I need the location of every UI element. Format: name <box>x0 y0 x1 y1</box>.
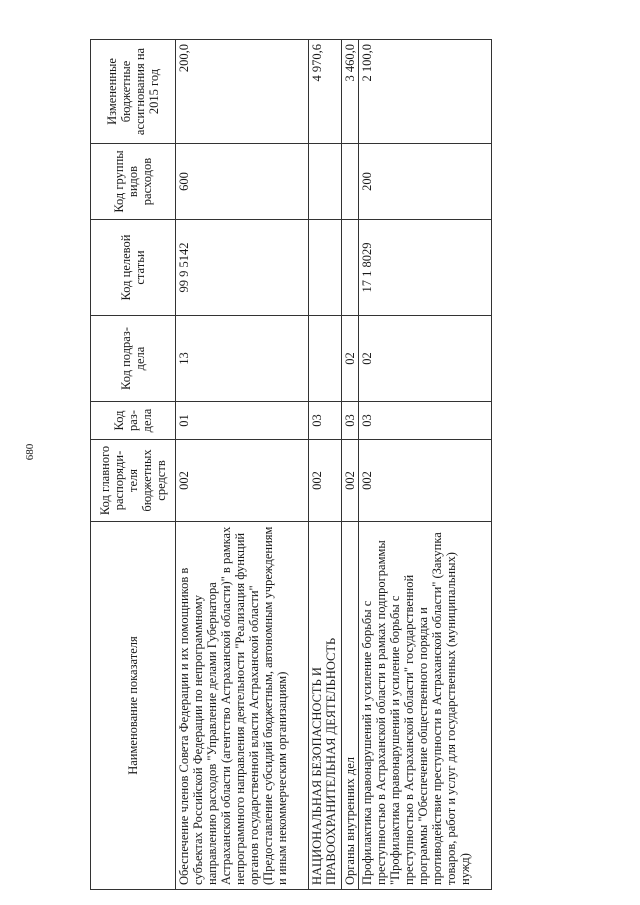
cell-subsection: 02 <box>359 316 492 402</box>
table-row <box>359 40 492 890</box>
cell-section: 03 <box>359 402 492 440</box>
cell-subsection: 13 <box>176 316 309 402</box>
cell-amount: 3 460,0 <box>342 40 359 144</box>
header-name: Наименование показателя <box>91 522 176 890</box>
cell-group: 600 <box>176 144 309 220</box>
cell-target <box>309 220 342 316</box>
header-amount: Измененные бюджетные ассигнования на 2015 год <box>91 40 176 144</box>
table-row <box>309 40 342 890</box>
cell-admin-code: 002 <box>342 440 359 522</box>
cell-subsection <box>309 316 342 402</box>
cell-name: Обеспечение членов Совета Федерации и их помощников в субъектах Российской Федерации по непрограммному направлению расходов "Управление делами Губернатора Астраханской области (агентство Астраханской области)" в рамках непрограммного направления деятельности "Реализация функций органов государственной власти Астраханской области" (Предоставление субсидий бюджетным, автономным учреждениям и иным некоммерческим организациям) <box>176 522 309 890</box>
page-number: 680 <box>24 443 36 461</box>
cell-amount: 200,0 <box>176 40 309 144</box>
cell-name: НАЦИОНАЛЬНАЯ БЕЗОПАСНОСТЬ И ПРАВООХРАНИТЕЛЬНАЯ ДЕЯТЕЛЬНОСТЬ <box>309 522 342 890</box>
cell-subsection: 02 <box>342 316 359 402</box>
table-row <box>176 40 309 890</box>
rotated-page <box>90 40 560 890</box>
cell-target: 99 9 5142 <box>176 220 309 316</box>
cell-section: 03 <box>342 402 359 440</box>
cell-section: 03 <box>309 402 342 440</box>
cell-admin-code: 002 <box>309 440 342 522</box>
header-group: Код группы видов расходов <box>91 144 176 220</box>
cell-name: Профилактика правонарушений и усиление борьбы с преступностью в Астраханской области в рамках подпрограммы "Профилактика правонарушений и усиление борьбы с преступностью в Астраханской области" государственной программы "Обеспечение общественного порядка и противодействие преступности в Астраханской области" (Закупка товаров, работ и услуг для государственных (муниципальных) нужд) <box>359 522 492 890</box>
cell-section: 01 <box>176 402 309 440</box>
cell-target <box>342 220 359 316</box>
cell-target: 17 1 8029 <box>359 220 492 316</box>
cell-group <box>342 144 359 220</box>
cell-group: 200 <box>359 144 492 220</box>
cell-amount: 2 100,0 <box>359 40 492 144</box>
header-section: Код раз-дела <box>91 402 176 440</box>
header-row <box>91 40 176 890</box>
cell-name: Органы внутренних дел <box>342 522 359 890</box>
cell-admin-code: 002 <box>359 440 492 522</box>
header-target: Код целевой статьи <box>91 220 176 316</box>
table-row <box>342 40 359 890</box>
cell-amount: 4 970,6 <box>309 40 342 144</box>
cell-group <box>309 144 342 220</box>
header-admin-code: Код главного распоряди-теля бюджетных средств <box>91 440 176 522</box>
budget-table <box>90 39 492 890</box>
cell-admin-code: 002 <box>176 440 309 522</box>
header-subsection: Код подраз-дела <box>91 316 176 402</box>
